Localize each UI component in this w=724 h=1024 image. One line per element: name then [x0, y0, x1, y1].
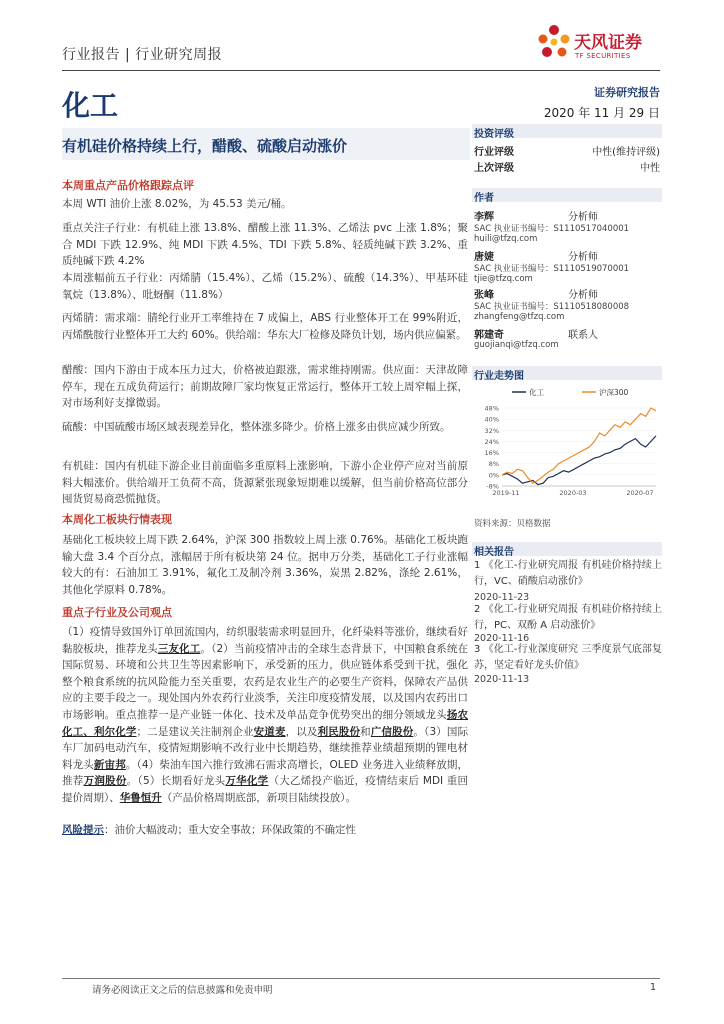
- paragraph: 丙烯腈：需求端：腈纶行业开工率维持在 7 成偏上，ABS 行业整体开工在 99%附近，丙烯酰胺行业整体开工大约 60%。供给端：华东大厂检修及降负计划，场内供应偏紧。: [62, 312, 468, 341]
- stock-link[interactable]: 三友化工: [157, 642, 201, 655]
- section-heading: 本周重点产品价格跟踪点评: [62, 179, 194, 192]
- related-heading: 相关报告: [474, 547, 514, 558]
- legend-label: 沪深300: [599, 388, 629, 397]
- y-tick-label: 24%: [484, 437, 499, 446]
- brand-name-en: TF SECURITIES: [575, 52, 631, 60]
- trend-chart: [472, 384, 662, 506]
- sector-title: 化工: [62, 89, 119, 122]
- text-run: 。（3）国际车厂加码电动汽车，疫情短期影响不改行业中长期趋势，继续推荐业绩超预期的锂电材料龙头: [62, 725, 469, 771]
- text-run: 。（4）柴油车国六推行致沸石需求高增长，OLED 业务进入业绩释放期，推荐: [62, 758, 469, 788]
- x-tick-label: 2020-03: [559, 489, 587, 497]
- author-name: 张峰: [474, 290, 494, 301]
- section-heading: 重点子行业及公司观点: [62, 606, 172, 619]
- header-divider: [62, 70, 660, 71]
- related-report-link[interactable]: 3 《化工-行业深度研究 三季度景气底部复苏，坚定看好龙头价值》: [474, 644, 662, 671]
- last-rating-value: 中性: [640, 163, 660, 174]
- rating-label: 行业评级: [474, 147, 514, 158]
- text-run: 和: [360, 725, 371, 738]
- author-name: 郭建奇: [474, 330, 504, 341]
- text-run: ；二是建议关注制剂企业: [136, 725, 254, 738]
- author-cert: SAC 执业证书编号：S1110517040001: [474, 224, 630, 234]
- stock-link[interactable]: 扬农化工、利尔化学: [62, 708, 469, 738]
- x-tick-label: 2019-11: [492, 489, 520, 497]
- text-run: （1）疫情导致国外订单回流国内，纺织服装需求明显回升，化纤染料等涨价，继续看好黏胶板块，推荐龙头: [62, 626, 468, 655]
- chart-heading: 行业走势图: [474, 371, 524, 382]
- report-type: 证券研究报告: [594, 86, 660, 99]
- related-report-date: 2020-11-23: [474, 592, 530, 603]
- author-cert: SAC 执业证书编号：S1110518080008: [474, 302, 630, 312]
- report-date: 2020 年 11 月 29 日: [543, 106, 660, 120]
- stock-link[interactable]: 广信股份: [370, 725, 414, 738]
- paragraph-recommendations: [62, 624, 468, 807]
- text-run: （产品价格周期底部，新项目陆续投放）。: [161, 791, 356, 804]
- risk-warning: [62, 822, 468, 839]
- author-heading-bar: [472, 188, 662, 202]
- author-email[interactable]: huili@tfzq.com: [474, 234, 538, 244]
- related-report-link[interactable]: 1 《化工-行业研究周报 有机硅价格持续上行，VC、硝酸启动涨价》: [474, 560, 662, 587]
- paragraph: 本周 WTI 油价上涨 8.02%，为 45.53 美元/桶。: [62, 198, 292, 210]
- stock-link[interactable]: 利民股份: [317, 725, 361, 738]
- author-email[interactable]: zhangfeng@tfzq.com: [474, 312, 565, 322]
- y-tick-label: 48%: [484, 404, 499, 413]
- page-number: 1: [650, 982, 657, 993]
- paragraph: 本周涨幅前五子行业：丙烯腈（15.4%）、乙烯（15.2%）、硫酸（14.3%）、甲基环硅氧烷（13.8%）、吡蚜酮（11.8%）: [62, 272, 468, 301]
- paragraph: 硫酸：中国硫酸市场区域表现差异化，整体涨多降少。价格上涨多由供应减少所致。: [62, 421, 451, 433]
- paragraph: 基础化工板块较上周下跌 2.64%，沪深 300 指数较上周上涨 0.76%。基础化工板块跑输大盘 3.4 个百分点，涨幅居于所有板块第 24 位。据申万分类，基础化工子行业涨幅较大的有：石油加工 3.91%，氟化工及制冷剂 3.36%，炭黑 2.82%，涤纶 2.61%，其他化学原料 0.78%。: [62, 534, 468, 596]
- author-heading: 作者: [474, 193, 494, 204]
- brand-name-cn: 天风证券: [574, 33, 642, 53]
- author-email[interactable]: tjie@tfzq.com: [474, 274, 533, 284]
- pinwheel-logo-icon: [534, 22, 574, 66]
- footer-disclaimer: 请务必阅读正文之后的信息披露和免责申明: [92, 985, 273, 996]
- y-tick-label: 0%: [488, 471, 499, 480]
- report-title: 有机硅价格持续上行，醋酸、硫酸启动涨价: [62, 137, 348, 155]
- y-tick-label: 40%: [484, 415, 499, 424]
- series-line: [502, 436, 656, 485]
- stock-link[interactable]: 万润股份: [83, 775, 127, 788]
- y-tick-label: 32%: [484, 426, 499, 435]
- risk-label: 风险提示: [62, 824, 104, 836]
- report-category: 行业报告 | 行业研究周报: [62, 47, 223, 63]
- stock-link[interactable]: 万华化学: [225, 775, 269, 788]
- author-name: 唐婕: [474, 252, 494, 263]
- paragraph: 醋酸：国内下游由于成本压力过大，价格被迫跟涨，需求维持刚需。供应面：天津故障停车，现在五成负荷运行；前期故障厂家均恢复正常运行，整体开工较上周窄幅上探，对市场利好支撑微弱。: [62, 364, 468, 410]
- author-role: 联系人: [568, 330, 598, 341]
- y-tick-label: -8%: [486, 482, 499, 491]
- section-heading: 本周化工板块行情表现: [62, 513, 172, 526]
- text-run: （大乙烯投产临近，疫情结束后 MDI 重回提价周期）、: [62, 775, 469, 804]
- paragraph: 重点关注子行业：有机硅上涨 13.8%、醋酸上涨 11.3%、乙烯法 pvc 上涨 1.8%；聚合 MDI 下跌 12.9%、纯 MDI 下跌 4.5%、TDI 下跌 5.8%、轻质纯碱下跌 3.2%、重质纯碱下跌 4.2%: [62, 222, 468, 268]
- brand-logo: [534, 22, 664, 68]
- author-role: 分析师: [568, 252, 598, 263]
- rating-heading: 投资评级: [474, 129, 514, 140]
- risk-text: ：油价大幅波动；重大安全事故；环保政策的不确定性: [104, 824, 356, 836]
- related-report-date: 2020-11-16: [474, 633, 530, 644]
- author-role: 分析师: [568, 212, 598, 223]
- text-run: 。（5）长期看好龙头: [126, 775, 226, 788]
- author-email[interactable]: guojianqi@tfzq.com: [474, 340, 559, 350]
- text-run: ，以及: [285, 725, 318, 738]
- paragraph: 有机硅：国内有机硅下游企业目前面临多重原料上涨影响，下游小企业停产应对当前原料大幅涨价。供给端开工负荷不高，货源紧张现象短期难以缓解，但当前价格高位部分囤货贸易商恐慌抛货。: [62, 460, 468, 506]
- stock-link[interactable]: 新宙邦: [93, 758, 126, 771]
- y-tick-label: 8%: [488, 460, 499, 469]
- legend-label: 化工: [529, 388, 544, 397]
- related-report-date: 2020-11-13: [474, 674, 530, 685]
- related-report-link[interactable]: 2 《化工-行业研究周报 有机硅价格持续上行，PC、双酚 A 启动涨价》: [474, 604, 662, 631]
- author-name: 李辉: [474, 212, 494, 223]
- last-rating-label: 上次评级: [474, 163, 514, 174]
- y-tick-label: 16%: [484, 449, 499, 458]
- author-cert: SAC 执业证书编号：S1110519070001: [474, 264, 630, 274]
- stock-link[interactable]: 华鲁恒升: [119, 791, 162, 804]
- footer-divider: [62, 978, 660, 979]
- chart-source: 资料来源：贝格数据: [474, 519, 551, 529]
- author-role: 分析师: [568, 290, 598, 301]
- x-tick-label: 2020-07: [626, 489, 654, 497]
- rating-value: 中性(维持评级): [592, 147, 660, 158]
- stock-link[interactable]: 安道麦: [253, 725, 286, 738]
- text-run: 。（2）当前疫情冲击的全球生态背景下，中国粮食系统在国际贸易、环境和公共卫生等因素影响下，承受新的压力，供应链体系受到干扰，强化整个粮食系统的抗风险能力至关重要，农药是农业生产的必要生产资料，保障农产品供应的主要手段之一。现处国内外农药行业淡季，关注印度疫情发展，以及国内农药出口市场影响。重点推荐一是产业链一体化、技术及单品竞争优势突出的细分领域龙头: [62, 642, 469, 721]
